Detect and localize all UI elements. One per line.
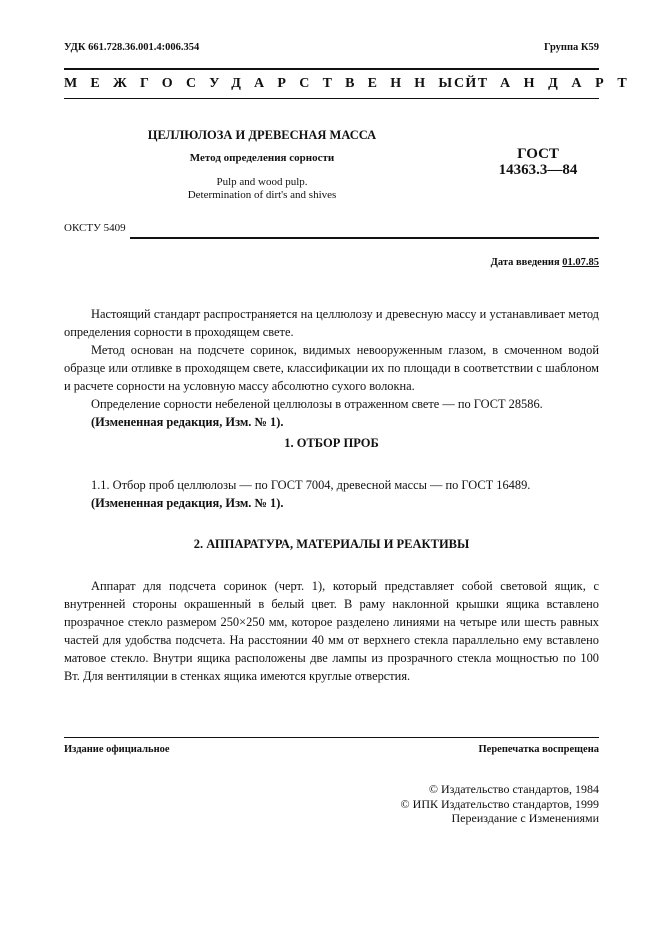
english-title-line2: Determination of dirt's and shives [187,189,337,201]
udc-code: УДК 661.728.36.001.4:006.354 [64,42,200,53]
intro-section [64,305,599,431]
banner-rule [64,98,599,99]
top-rule [64,68,599,70]
section-2-heading: 2. АППАРАТУРА, МАТЕРИАЛЫ И РЕАКТИВЫ [193,537,470,551]
section-1-heading: 1. ОТБОР ПРОБ [284,436,379,450]
gost-label: ГОСТ [517,146,559,162]
copyright-block [401,782,599,826]
intro-paragraph-reference: Определение сорности небеленой целлюлозы в отраженном свете — по ГОСТ 28586. [91,397,543,411]
document-title: ЦЕЛЛЮЛОЗА И ДРЕВЕСНАЯ МАССА [147,128,377,142]
section-2-body [64,577,599,685]
section-2-paragraph: Аппарат для подсчета соринок (черт. 1), который представляет собой световой ящик, с внутренней стороны окрашенный в белый цвет. В раму наклонной крышки ящика вставлено прозрачное стекло размером 250×250 мм, которое разделено линиями на четыре или шесть равных частей для удобства подсчета. На расстоянии 40 мм от верхнего стекла параллельно ему вставлено матовое стекло. Внутри ящика расположены две лампы из прозрачного стекла мощностью по 100 Вт. Для вентиляции в стенках ящика имеются круглые отверстия. [64,579,599,683]
english-title-line1: Pulp and wood pulp. [216,176,308,188]
intro-paragraph-scope: Настоящий стандарт распространяется на целлюлозу и древесную массу и устанавливает метод определения сорности в проходящем свете. [64,307,599,339]
footer-rule [64,737,599,738]
banner-word-standard: СТАНДАРТ [454,76,641,91]
intro-paragraph-method: Метод основан на подсчете соринок, видимых невооруженным глазом, в смоченном водой образце или отливке в проходящем свете, классификации их по площади в соответствии с шаблоном и расчете сорности на условную массу абсолютно сухого волокна. [64,343,599,393]
section-1-amendment-note: (Измененная редакция, Изм. № 1). [91,496,284,510]
introduction-date-label: Дата введения [490,257,560,268]
section-1-body [64,476,599,512]
reissue-note: Переиздание с Изменениями [451,811,599,825]
gost-number: 14363.3—84 [498,162,578,178]
copyright-line-1984: © Издательство стандартов, 1984 [428,782,599,796]
group-code: Группа К59 [543,42,599,53]
okstu-code: ОКСТУ 5409 [64,222,126,234]
document-subtitle: Метод определения сорности [189,152,335,164]
introduction-date [491,257,599,268]
copyright-line-1999: © ИПК Издательство стандартов, 1999 [400,796,599,811]
section-1-paragraph: 1.1. Отбор проб целлюлозы — по ГОСТ 7004, древесной массы — по ГОСТ 16489. [91,478,531,492]
title-block-rule [130,237,599,239]
reprint-prohibited-note: Перепечатка воспрещена [478,744,599,755]
introduction-date-value: 01.07.85 [562,257,599,268]
intro-amendment-note: (Измененная редакция, Изм. № 1). [91,415,284,429]
official-edition-note: Издание официальное [64,744,170,755]
banner-word-interstate: МЕЖГОСУДАРСТВЕННЫЙ [64,76,490,91]
